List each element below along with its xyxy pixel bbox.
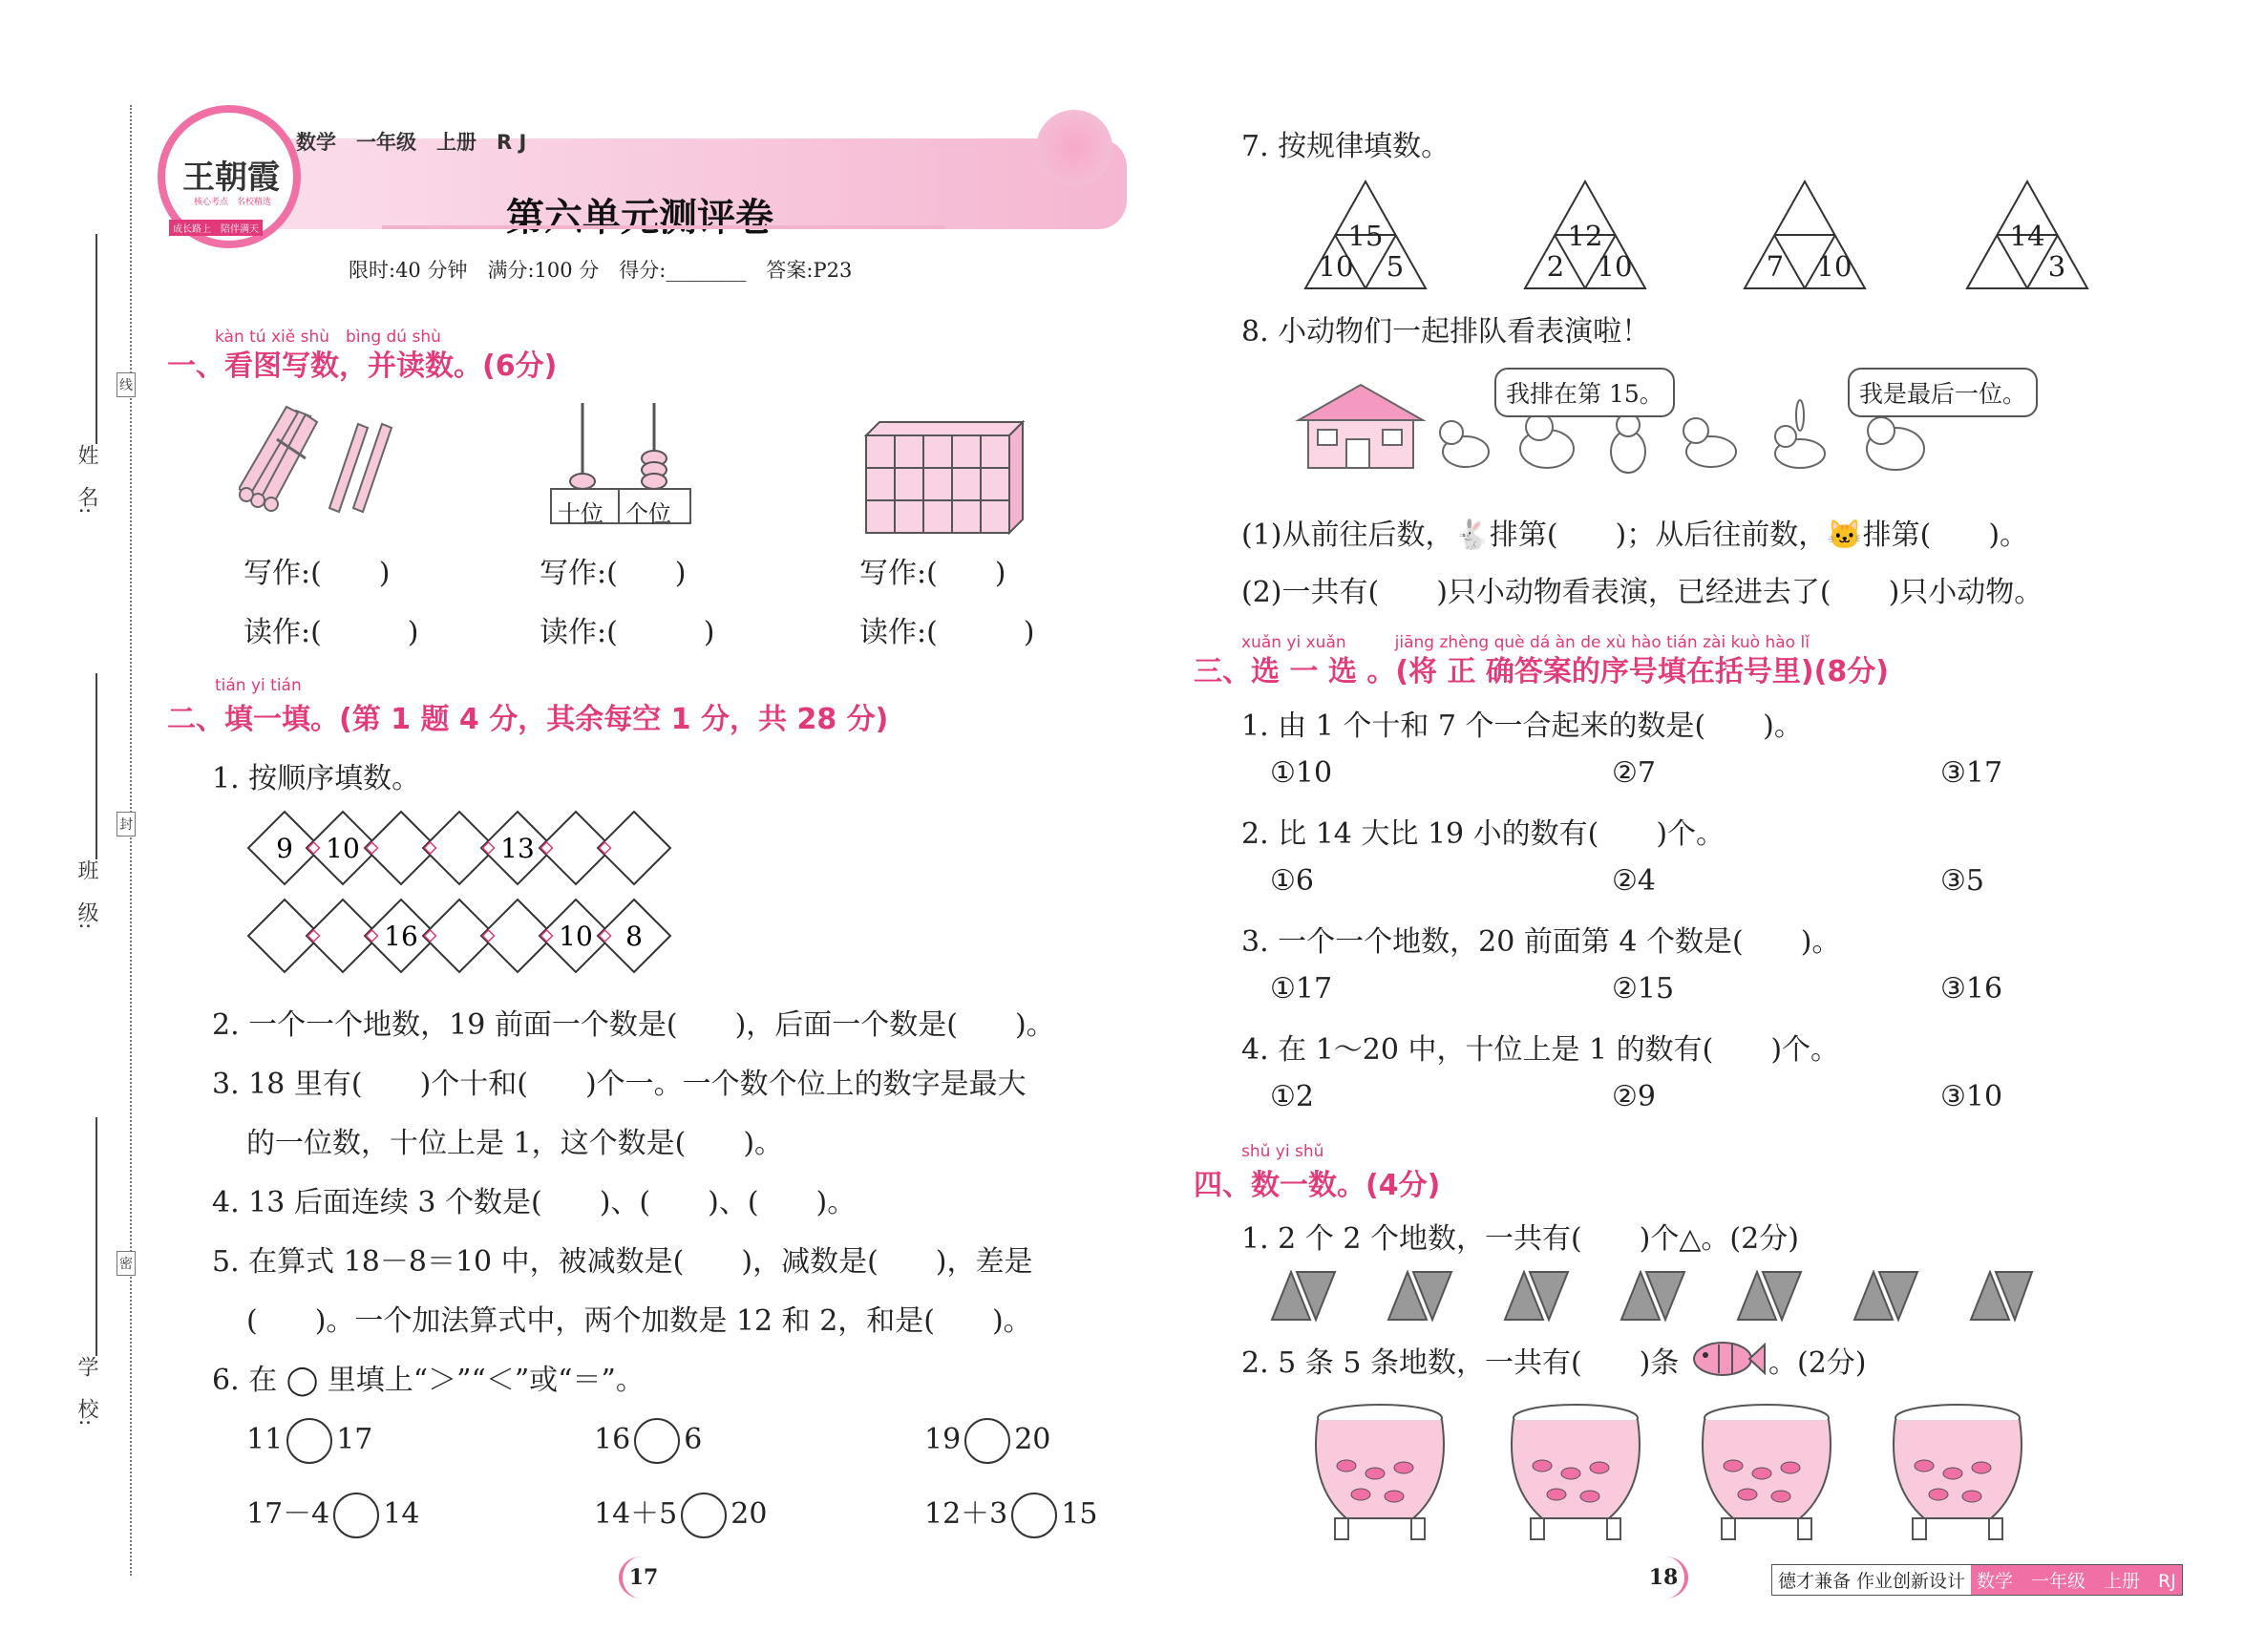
compare-circle[interactable] [681,1493,727,1538]
sec1-pinyin: kàn tú xiě shù bìng dú shù [215,328,441,347]
diamond-chain [246,810,672,886]
compare-item[interactable] [924,1490,1097,1538]
compare-circle[interactable] [964,1418,1010,1464]
triangle-puzzle[interactable] [1523,180,1647,290]
triangle-puzzle[interactable] [1743,180,1867,290]
badge-name: 王朝霞 [182,159,280,197]
cube-grid-illustration [864,420,1027,535]
footer-brand-name: 德才兼备 作业创新设计 [1778,1571,1966,1592]
q2-1-text: 1. 按顺序填数。 [212,762,421,795]
footer-brand-subject: 数学 一年级 上册 RJ [1971,1565,2182,1595]
sec4-title: 四、数一数。(4分) [1194,1169,1441,1202]
triangle-puzzle[interactable] [1965,180,2089,290]
sec3-pinyin: xuǎn yi xuǎn jiāng zhèng què dá àn de xù hào tián zài kuò hào lǐ [1241,633,1810,652]
badge-top-text: 核心考点 名校精选 [194,198,272,207]
q2-3-text-a[interactable]: 3. 18 里有( )个十和( )个一。一个数个位上的数字是最大 [212,1068,1027,1101]
compare-right: 6 [684,1423,703,1456]
q4-2-text[interactable]: 2. 5 条 5 条地数，一共有( )条 [1241,1346,1680,1380]
badge-bottom-text: 成长路上 陪伴满天 [169,220,263,236]
fish-bowls-illustration [1308,1399,2082,1542]
compare-left: 19 [924,1423,962,1456]
binding-dotted-line [130,105,132,1576]
compare-item[interactable] [594,1490,767,1538]
subject-line: 数学 一年级 上册 R J [296,131,527,154]
read-answer-1[interactable]: 读作:( ) [243,616,419,649]
page-title: 第六单元测评卷 [506,196,773,240]
write-answer-2[interactable]: 写作:( ) [540,557,687,590]
write-answer-3[interactable]: 写作:( ) [859,557,1006,590]
triangle-left: 7 [1766,250,1785,283]
q2-5-text-b[interactable]: ( )。一个加法算式中，两个加数是 12 和 2，和是( )。 [246,1304,1032,1338]
footer-brand [1771,1564,2183,1596]
q2-3-text-b[interactable]: 的一位数，十位上是 1，这个数是( )。 [246,1127,784,1160]
name-label: 姓 名: [74,444,98,515]
choice-question: 4. 在 1～20 中，十位上是 1 的数有( )个。 [1241,1033,1840,1067]
choice-option[interactable]: ①10 [1270,756,1333,790]
abacus-ones-label: 个位 [625,500,671,527]
compare-circle[interactable] [634,1418,680,1464]
seal-mark-bottom: 密 [116,1251,136,1276]
choice-question: 1. 由 1 个十和 7 个一合起来的数是( )。 [1241,710,1803,743]
diamond-chain [246,898,672,974]
triangle-left: 2 [1546,250,1565,283]
choice-question: 3. 一个一个地数，20 前面第 4 个数是( )。 [1241,925,1841,959]
sun-decoration [1036,110,1112,186]
q2-6-text: 6. 在 ◯ 里填上“＞”“＜”或“＝”。 [212,1364,645,1397]
speech-bubble-2: 我是最后一位。 [1848,368,2038,417]
choice-option[interactable]: ②15 [1612,972,1675,1006]
diamond-value: 9 [276,833,293,864]
q2-8-sub2[interactable]: (2)一共有( )只小动物看表演，已经进去了( )只小动物。 [1241,576,2043,609]
sec2-title: 二、填一填。(第 1 题 4 分，其余每空 1 分，共 28 分) [167,703,889,736]
q2-2-text[interactable]: 2. 一个一个地数，19 前面一个数是( )，后面一个数是( )。 [212,1008,1055,1042]
name-blank [95,234,97,444]
compare-item[interactable] [924,1418,1050,1464]
compare-item[interactable] [246,1490,419,1538]
compare-right: 15 [1061,1497,1098,1531]
choice-option[interactable]: ②4 [1612,864,1656,898]
seal-mark-mid: 封 [116,812,136,837]
speech-bubble-1: 我排在第 15。 [1494,368,1675,417]
compare-circle[interactable] [286,1418,332,1464]
school-label: 学 校: [74,1356,98,1427]
compare-item[interactable] [594,1418,702,1464]
fish-icon [1690,1337,1767,1381]
diamond-value: 10 [326,833,360,864]
compare-right: 17 [336,1423,373,1456]
triangle-right: 3 [2047,250,2066,283]
q4-2-tail: 。(2分) [1768,1346,1867,1380]
triangle-pairs-illustration [1270,1270,2034,1323]
seal-mark-top: 线 [116,372,136,397]
triangle-right: 10 [1816,250,1852,283]
triangle-top: 12 [1567,220,1603,252]
school-blank [95,1117,97,1356]
compare-circle[interactable] [333,1493,379,1538]
write-answer-1[interactable]: 写作:( ) [243,557,391,590]
class-label: 班 级: [74,859,98,930]
page-number-right: 18 [1642,1557,1688,1599]
choice-option[interactable]: ②7 [1612,756,1656,790]
q2-8-text: 8. 小动物们一起排队看表演啦！ [1241,315,1651,349]
diamond-value: 13 [500,833,535,864]
q2-5-text-a[interactable]: 5. 在算式 18－8＝10 中，被减数是( )，减数是( )，差是 [212,1245,1033,1279]
q4-1-text[interactable]: 1. 2 个 2 个地数，一共有( )个△。(2分) [1241,1222,1799,1256]
triangle-left: 10 [1318,250,1354,283]
diamond-value: 10 [559,921,593,952]
read-answer-2[interactable]: 读作:( ) [540,616,715,649]
diamond-row-2 [246,898,686,974]
sec3-title: 三、选 一 选 。(将 正 确答案的序号填在括号里)(8分) [1194,655,1889,688]
choice-option[interactable]: ①17 [1270,972,1333,1006]
compare-right: 20 [1014,1423,1051,1456]
diamond-value: 8 [625,921,643,952]
choice-option[interactable]: ③16 [1940,972,2003,1006]
compare-left: 17－4 [246,1497,330,1531]
brand-badge [158,105,301,248]
compare-left: 12＋3 [924,1497,1008,1531]
exam-meta: 限时:40 分钟 满分:100 分 得分:________ 答案:P23 [349,259,853,282]
q2-8-sub1[interactable]: (1)从前往后数，🐇排第( )；从后往前数，🐱排第( )。 [1241,519,2029,552]
compare-right: 20 [730,1497,768,1531]
compare-left: 11 [246,1423,284,1456]
compare-item[interactable] [246,1418,372,1464]
choice-option[interactable]: ③5 [1940,864,1984,898]
triangle-top: 14 [2009,220,2045,252]
triangle-right: 10 [1597,250,1633,283]
compare-circle[interactable] [1011,1493,1057,1538]
q2-7-text: 7. 按规律填数。 [1241,130,1450,163]
q2-4-text[interactable]: 4. 13 后面连续 3 个数是( )、( )、( )。 [212,1186,857,1219]
choice-option[interactable]: ②9 [1612,1080,1656,1113]
diamond-value: 16 [384,921,418,952]
triangle-top: 15 [1347,220,1384,252]
compare-left: 16 [594,1423,631,1456]
triangle-puzzle[interactable] [1303,180,1428,290]
page-number-left: 17 [619,1557,665,1599]
compare-left: 14＋5 [594,1497,678,1531]
abacus-tens-label: 十位 [558,500,603,527]
sec2-pinyin: tián yi tián [215,676,302,695]
sticks-illustration [239,401,411,516]
triangle-right: 5 [1386,250,1405,283]
choice-option[interactable]: ③17 [1940,756,2003,790]
choice-option[interactable]: ③10 [1940,1080,2003,1113]
choice-option[interactable]: ①2 [1270,1080,1314,1113]
choice-option[interactable]: ①6 [1270,864,1314,898]
sec1-title: 一、看图写数，并读数。(6分) [167,349,558,383]
class-blank [95,673,97,859]
diamond-row-1 [246,810,686,886]
compare-right: 14 [383,1497,420,1531]
title-underline [382,225,945,229]
sec4-pinyin: shǔ yi shǔ [1241,1142,1324,1161]
read-answer-3[interactable]: 读作:( ) [859,616,1035,649]
choice-question: 2. 比 14 大比 19 小的数有( )个。 [1241,817,1725,851]
